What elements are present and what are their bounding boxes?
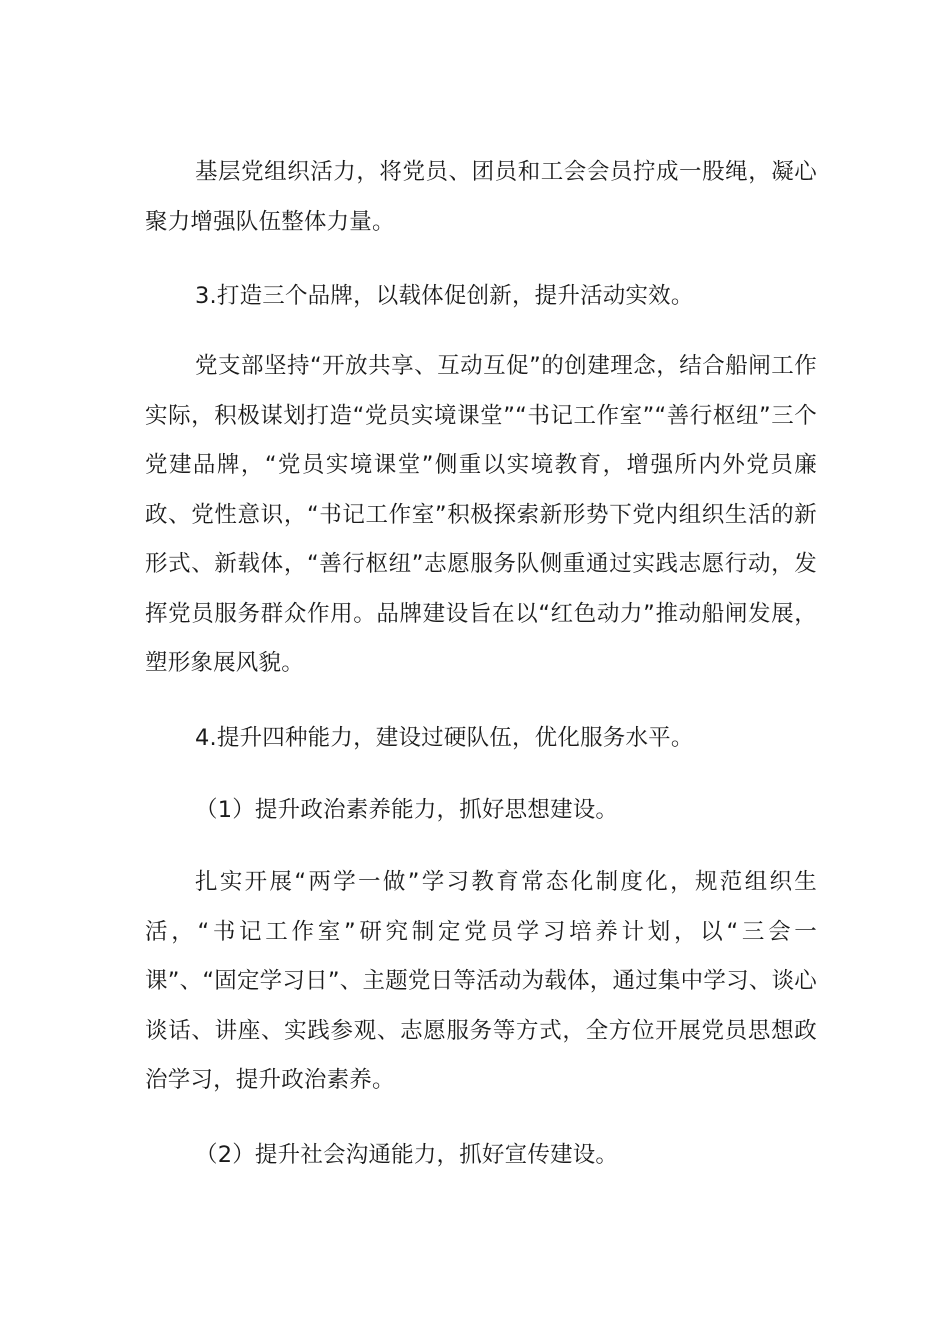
heading-four-abilities: 4.提升四种能力，建设过硬队伍，优化服务水平。 [195, 725, 694, 751]
subheading-political-literacy: （1）提升政治素养能力，抓好思想建设。 [195, 797, 619, 823]
paragraph-political-study: 扎实开展“两学一做”学习教育常态化制度化，规范组织生活，“书记工作室”研究制定党员学习培养计划，以“三会一课”、“固定学习日”、主题党日等活动为载体，通过集中学习、谈心谈话、讲座、实践参观、志愿服务等方式，全方位开展党员思想政治学习，提升政治素养。 [145, 869, 817, 1093]
paragraph-team-strength: 基层党组织活力，将党员、团员和工会会员拧成一股绳，凝心聚力增强队伍整体力量。 [145, 159, 817, 235]
heading-three-brands: 3.打造三个品牌，以载体促创新，提升活动实效。 [195, 283, 694, 309]
subheading-social-communication: （2）提升社会沟通能力，抓好宣传建设。 [195, 1142, 619, 1168]
paragraph-brand-building: 党支部坚持“开放共享、互动互促”的创建理念，结合船闸工作实际，积极谋划打造“党员实境课堂”“书记工作室”“善行枢纽”三个党建品牌，“党员实境课堂”侧重以实境教育，增强所内外党员廉政、党性意识，“书记工作室”积极探索新形势下党内组织生活的新形式、新载体，“善行枢纽”志愿服务队侧重通过实践志愿行动，发挥党员服务群众作用。品牌建设旨在以“红色动力”推动船闸发展，塑形象展风貌。 [145, 353, 817, 676]
